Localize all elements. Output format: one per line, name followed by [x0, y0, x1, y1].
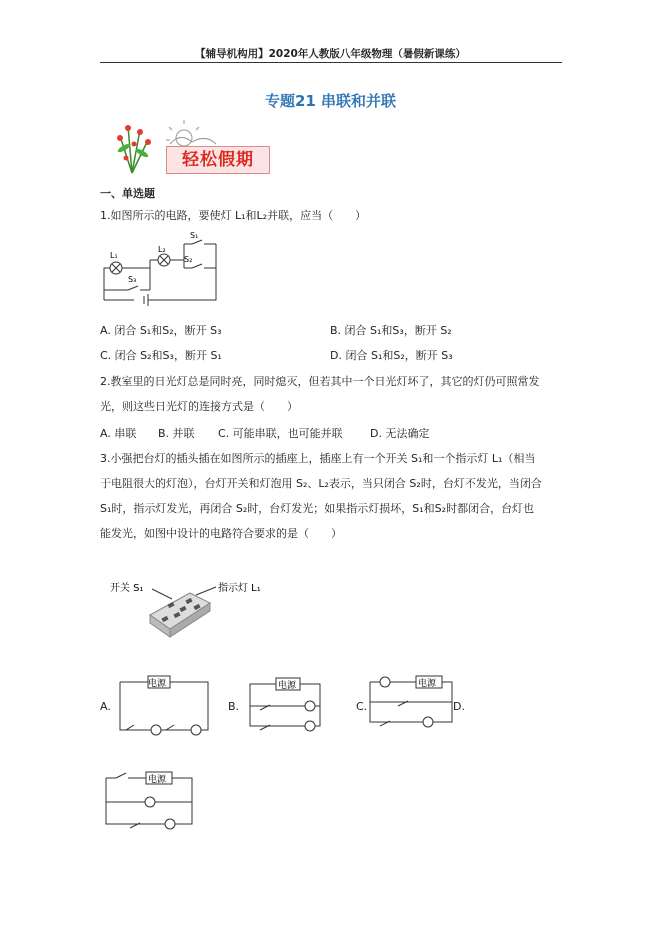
q2-option-b: B. 并联 [158, 427, 195, 440]
power-label-b: 电源 [278, 681, 297, 691]
q3-stem-line-1: 3.小强把台灯的插头插在如图所示的插座上，插座上有一个开关 S₁和一个指示灯 L₁（相当 [100, 452, 536, 465]
lamp-l1-icon [110, 262, 122, 274]
label-l2: L₂ [158, 245, 166, 254]
header-rule [100, 62, 562, 63]
q3-stem-line-4: 能发光，如图中设计的电路符合要求的是（ ） [100, 527, 342, 540]
flower-icon [117, 125, 151, 173]
page-title: 专题21 串联和并联 [264, 92, 397, 110]
label-l1: L₁ [110, 251, 118, 260]
page-header: 【辅导机构用】2020年人教版八年级物理（暑假新课练） [195, 48, 466, 60]
power-label-a: 电源 [148, 679, 167, 689]
power-label-c: 电源 [418, 679, 437, 689]
q3-option-a: A. [100, 700, 111, 713]
q2-stem-line-2: 光，则这些日光灯的连接方式是（ ） [100, 400, 298, 413]
socket-illustration [110, 575, 290, 645]
q2-option-a: A. 串联 [100, 427, 137, 440]
q1-stem: 1.如图所示的电路，要使灯 L₁和L₂并联，应当（ ） [100, 209, 367, 222]
lamp-l2-icon [158, 254, 170, 266]
q1-circuit-diagram [98, 230, 223, 306]
q3-option-d-diagram [100, 762, 210, 842]
q1-option-a: A. 闭合 S₁和S₂，断开 S₃ [100, 324, 222, 337]
sun-icon [166, 120, 216, 146]
section-heading: 一、单选题 [100, 187, 155, 200]
socket-lamp-label: 指示灯 L₁ [218, 583, 261, 594]
label-s2: S₂ [184, 255, 193, 264]
q1-option-d: D. 闭合 S₁和S₂，断开 S₃ [330, 349, 453, 362]
power-label-d: 电源 [148, 775, 167, 785]
q2-stem-line-1: 2.教室里的日光灯总是同时亮，同时熄灭，但若其中一个日光灯坏了，其它的灯仍可照常发 [100, 375, 540, 388]
label-s1: S₁ [190, 231, 199, 240]
label-s3: S₃ [128, 275, 137, 284]
q3-option-diagrams [98, 670, 468, 750]
q3-option-b: B. [228, 700, 240, 713]
q3-option-d: D. [453, 700, 465, 713]
power-strip-icon [150, 593, 210, 637]
q2-option-c: C. 可能串联，也可能并联 [218, 427, 343, 440]
q1-option-b: B. 闭合 S₁和S₃，断开 S₂ [330, 324, 452, 337]
q3-stem-line-2: 于电阻很大的灯泡），台灯开关和灯泡用 S₂、L₂表示，当只闭合 S₂时，台灯不发光，当闭合 [100, 477, 542, 490]
socket-switch-label: 开关 S₁ [110, 583, 144, 594]
q1-option-c: C. 闭合 S₂和S₃，断开 S₁ [100, 349, 222, 362]
q2-option-d: D. 无法确定 [370, 427, 430, 440]
banner-easy-holiday: 轻松假期 [166, 146, 270, 174]
q3-option-c: C. [356, 700, 368, 713]
q3-stem-line-3: S₁时，指示灯发光，再闭合 S₂时，台灯发光；如果指示灯损坏，S₁和S₂时都闭合，台灯也 [100, 502, 535, 515]
